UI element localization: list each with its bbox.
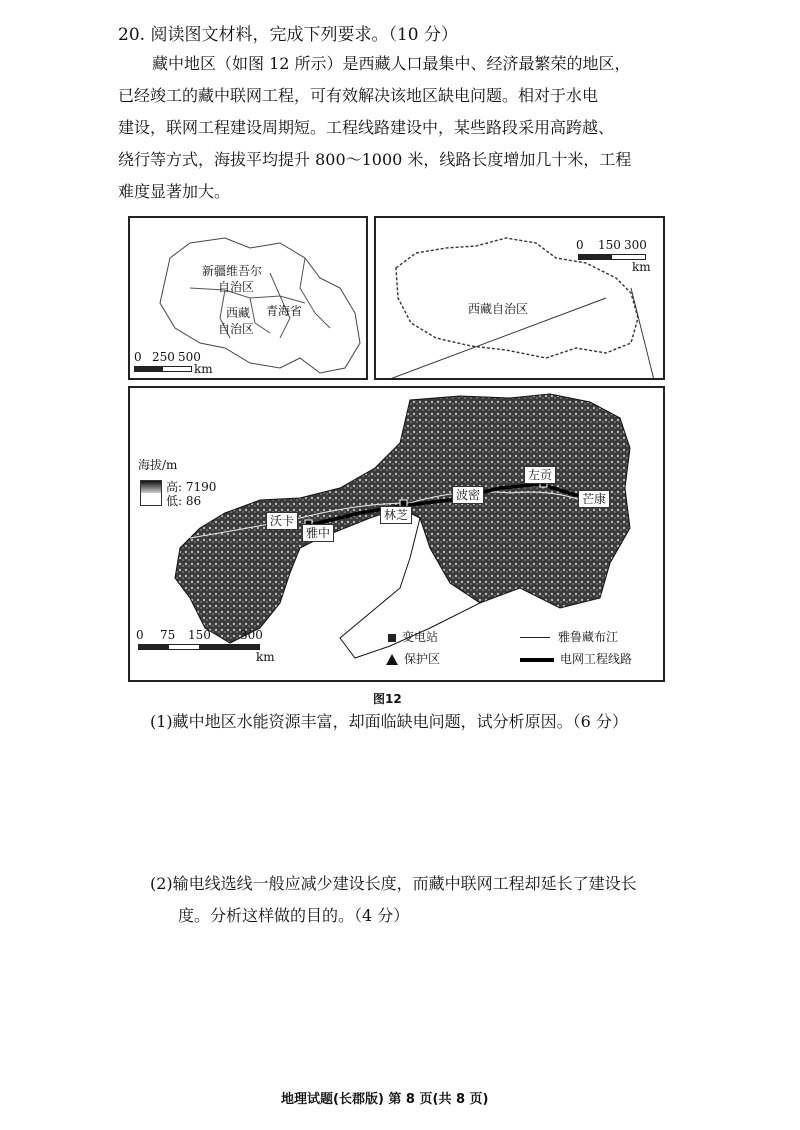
place-yazhong: 雅中 bbox=[302, 524, 334, 542]
subquestion-2 bbox=[150, 868, 690, 932]
scale-tick: 0 bbox=[136, 628, 144, 642]
label-tibet-1: 西藏 bbox=[226, 306, 251, 320]
power-line-icon bbox=[520, 658, 554, 662]
figure-caption: 图12 bbox=[373, 692, 402, 706]
label-tibet-2: 自治区 bbox=[218, 322, 255, 336]
main-terrain-map bbox=[128, 386, 665, 682]
material-line: 绕行等方式，海拔平均提升 800～1000 米，线路长度增加几十米，工程 bbox=[118, 150, 632, 169]
scale-unit: km bbox=[194, 362, 213, 376]
elevation-low: 低: 86 bbox=[166, 494, 202, 508]
scale-tick: 75 bbox=[160, 628, 176, 642]
subquestion-2-line: (2)输电线选线一般应减少建设长度，而藏中联网工程却延长了建设长 bbox=[150, 874, 637, 893]
scale-unit: km bbox=[632, 260, 651, 274]
scale-tick: 300 bbox=[624, 238, 647, 252]
label-qinghai: 青海省 bbox=[266, 304, 303, 318]
elevation-color-ramp bbox=[140, 480, 162, 506]
subquestion-2-line: 度。分析这样做的目的。（4 分） bbox=[178, 906, 410, 925]
inset-tibet-map bbox=[374, 216, 665, 380]
river-line-icon bbox=[520, 637, 550, 638]
label-xinjiang-2: 自治区 bbox=[218, 280, 255, 294]
material-line: 难度显著加大。 bbox=[118, 182, 231, 201]
scale-tick: 150 bbox=[598, 238, 621, 252]
place-bomi: 波密 bbox=[452, 486, 484, 504]
reserve-triangle-icon bbox=[386, 654, 398, 665]
legend-reserve: 保护区 bbox=[386, 652, 440, 666]
material-line: 藏中地区（如图 12 所示）是西藏人口最集中、经济最繁荣的地区， bbox=[152, 54, 631, 73]
label-tibet-region: 西藏自治区 bbox=[468, 302, 529, 316]
subquestion-1 bbox=[150, 706, 628, 738]
legend-power-line: 电网工程线路 bbox=[520, 652, 632, 666]
scale-tick: 250 bbox=[152, 350, 175, 364]
substation-icon bbox=[388, 634, 396, 642]
material-line: 建设，联网工程建设周期短。工程线路建设中，某些路段采用高跨越、 bbox=[118, 118, 615, 137]
elevation-high: 高: 7190 bbox=[166, 480, 217, 494]
scale-tick: 0 bbox=[134, 350, 142, 364]
question-header: 20. 阅读图文材料，完成下列要求。（10 分） bbox=[118, 25, 458, 45]
scale-tick: 300 bbox=[240, 628, 263, 642]
inset-china-map bbox=[128, 216, 368, 380]
label-xinjiang-1: 新疆维吾尔 bbox=[202, 264, 263, 278]
material-paragraph bbox=[118, 48, 698, 208]
scale-unit: km bbox=[256, 650, 275, 664]
scale-bar bbox=[134, 366, 192, 372]
subquestion-1-text: (1)藏中地区水能资源丰富，却面临缺电问题，试分析原因。（6 分） bbox=[150, 712, 628, 731]
place-woka: 沃卡 bbox=[266, 512, 298, 530]
legend-substation: 变电站 bbox=[388, 630, 438, 644]
page-footer: 地理试题(长郡版) 第 8 页(共 8 页) bbox=[281, 1092, 489, 1107]
figure-12 bbox=[128, 216, 663, 682]
scale-tick: 150 bbox=[188, 628, 211, 642]
material-line: 已经竣工的藏中联网工程，可有效解决该地区缺电问题。相对于水电 bbox=[118, 86, 599, 105]
elevation-legend-title: 海拔/m bbox=[138, 458, 178, 472]
legend-river: 雅鲁藏布江 bbox=[520, 630, 618, 644]
scale-tick: 500 bbox=[178, 350, 201, 364]
scale-bar bbox=[138, 644, 260, 650]
place-linzhi: 林芝 bbox=[380, 506, 412, 524]
place-mangkang: 芒康 bbox=[578, 490, 610, 508]
scale-tick: 0 bbox=[576, 238, 584, 252]
place-zuogong: 左贡 bbox=[524, 466, 556, 484]
